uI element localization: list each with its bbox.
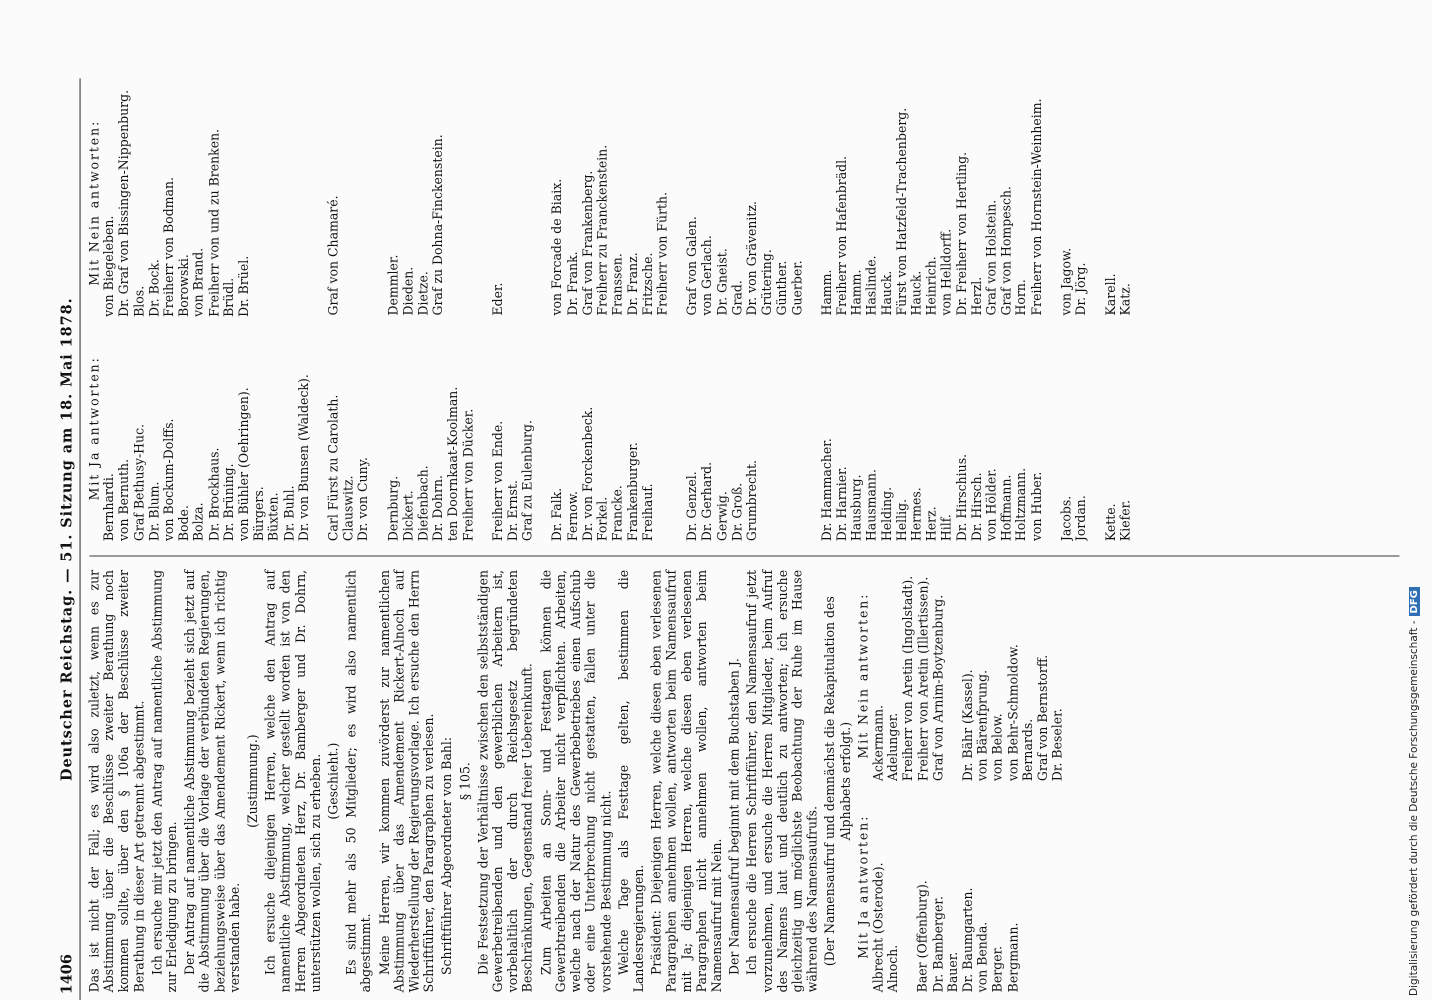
member-name: Kette. — [1104, 503, 1119, 542]
member-name: Hamm. — [849, 269, 865, 316]
member-name: Borowski. — [177, 254, 193, 317]
member-name: Katz. — [1119, 283, 1134, 316]
ja-list — [916, 781, 1021, 992]
letter-group — [551, 90, 671, 541]
vote-list-left — [856, 570, 1065, 992]
member-name: Jordan. — [1074, 495, 1090, 542]
member-name: Fürst von Hatzfeld-Trachenberg. — [894, 107, 910, 316]
member-name: Hilf. — [939, 514, 955, 542]
member-name: Büxten. — [267, 492, 282, 542]
member-name: Graf von Galen. — [685, 216, 701, 316]
member-name: Albrecht (Osterode). — [871, 862, 887, 993]
left-column — [87, 570, 1065, 992]
member-name: Graf von Bernstorff. — [1035, 654, 1051, 782]
member-name: Bergmann. — [1006, 922, 1021, 993]
ja-list — [327, 316, 372, 542]
speaker-line: Schriftführer Abgeordneter von Bahl: — [440, 736, 456, 976]
letter-group — [102, 90, 312, 541]
member-name: Dr. Blum. — [147, 481, 163, 542]
member-name: Graf von Hompesch. — [999, 185, 1015, 316]
member-name: Graf Bethusy-Huc. — [132, 423, 148, 542]
member-name: von Below. — [991, 713, 1006, 782]
member-name: von Bühler (Oehringen). — [237, 387, 252, 542]
member-name: Bürgers. — [252, 486, 267, 542]
interjection: (Der Namensaufruf und demnächst die Rekapitulation des Alphabets erfolgt.) — [823, 596, 854, 967]
member-name: Dr. Beseler. — [1050, 708, 1066, 782]
right-column — [87, 90, 1148, 541]
member-name: Günther. — [775, 260, 791, 316]
member-name: Freiherr von Aretin (Illertissen). — [916, 576, 932, 782]
paragraph: Der Antrag auf namentliche Abstimmung bezieht sich jetzt auf die Abstimmung über die Vorlage der verbündeten Regierungen, beziehungsweise über das Amendement Rickert, wenn ich richtig verstanden habe. — [183, 569, 243, 993]
member-name: Freiherr von Aretin (Ingolstadt). — [901, 575, 917, 782]
member-name: Diefenbach. — [416, 465, 432, 542]
nein-heading: Mit Nein antworten: — [87, 119, 103, 286]
member-name: Gerwig. — [715, 491, 731, 542]
member-name: Dr. Frank. — [565, 251, 581, 316]
paragraph: Ich ersuche mir jetzt den Antrag auf namentliche Abstimmung zur Erledigung zu bringen. — [150, 569, 181, 993]
member-name: Dr. Brockhaus. — [207, 447, 223, 542]
paragraph: Es sind mehr als 50 Mitglieder; es wird also namentlich abgestimmt. — [344, 569, 375, 993]
paragraph: Ich ersuche die Herren Schriftführer, den Namensaufruf jetzt vorzunehmen, und ersuche die Herren Mitglieder, beim Aufruf des Namens laut und deutlich zu antworten; ich ersuche gleichzeitig um möglichste Beobachtung der Ruhe im Hause während des Namensaufrufs. — [745, 569, 821, 993]
member-name: Clauswitz. — [341, 475, 357, 542]
member-name: Graf von Holstein. — [984, 199, 1000, 316]
member-name: Hauck. — [909, 270, 925, 316]
member-name: Haslinde. — [864, 255, 880, 316]
member-name: Graf zu Dohna-Finckenstein. — [431, 134, 447, 316]
paragraph: Die Festsetzung der Verhältnisse zwischen den selbstständigen Gewerbetreibenden und den gewerblichen Arbeitern ist, vorbehaltlich der durch Reichsgesetz begründeten Beschränkungen, Gegenstand freier Uebereinkunft. — [476, 569, 537, 993]
member-name: Freiherr von Bodman. — [162, 177, 178, 317]
member-name: Hermes. — [909, 487, 925, 542]
member-name: Grad. — [730, 280, 746, 316]
ja-list — [491, 316, 536, 542]
nein-list — [961, 570, 1066, 781]
member-name: Francke. — [610, 485, 626, 542]
column-rule — [89, 556, 1399, 557]
ja-heading: Mit Ja antworten: — [87, 356, 103, 501]
member-name: Dr. Baumgarten. — [961, 887, 976, 993]
member-name: Hellig. — [894, 498, 910, 542]
member-name: Bolza. — [192, 502, 208, 542]
member-name: Helding. — [879, 486, 895, 542]
member-name: von Bärenfprung. — [976, 669, 991, 782]
paragraph: Welche Tage als Festtage gelten, bestimmen die Landesregierungen. — [617, 569, 647, 993]
member-name: Dr. von Bunsen (Waldeck). — [297, 374, 312, 542]
paragraph: Das ist nicht der Fall; es wird also zuletzt, wenn es zur Abstimmung über die Beschlüsse zweiter Berathung noch kommen sollte, über den § 106a der Beschlüsse zweiter Berathung in dieser Art getrennt abgestimmt. — [87, 569, 148, 993]
ja-list — [1059, 316, 1089, 542]
president-speech: Präsident: Diejenigen Herren, welche diesen eben verlesenen Paragraphen annehmen wollen, antworten beim Namensaufruf mit Ja; diejenigen Herren, welche diesen eben verlesenen Paragraphen nicht annehmen wollen, antworten beim Namensaufruf mit Nein. — [649, 569, 725, 993]
member-name: Hauck. — [879, 270, 895, 316]
member-name: Dr. Gneist. — [715, 248, 731, 316]
member-name: Dr. Bamberger. — [931, 896, 946, 993]
member-name: von Hölder. — [984, 468, 1000, 542]
member-name: von Forcade de Biaix. — [550, 178, 566, 316]
member-name: Dr. Jörg. — [1074, 262, 1090, 316]
member-name: Karell. — [1104, 273, 1119, 316]
member-name: Freiherr von Hafenbrädl. — [834, 155, 850, 316]
paragraph: Ich ersuche diejenigen Herren, welche den Antrag auf namentliche Abstimmung, welcher gestellt worden ist von den Herren Abgeordneten Herz, Dr. Bamberger und Dr. Dohrn, unterstützen wollen, sich zu erheben. — [263, 569, 324, 993]
member-name: Dr. Brüel. — [237, 255, 252, 317]
member-name: Freiherr zu Franckenstein. — [595, 144, 611, 316]
running-title: Deutscher Reichstag. — 51. Sitzung am 18. Mai 1878. — [57, 297, 76, 781]
member-name: Dr. Graf von Bissingen-Nippenburg. — [117, 89, 133, 317]
letter-group — [1059, 90, 1089, 541]
member-name: von Gerlach. — [700, 235, 716, 316]
member-name: Dr. Groß. — [730, 482, 746, 542]
member-name: von Helldorff. — [939, 228, 955, 316]
member-name: Dr. von Cuny. — [356, 457, 372, 542]
interjection: (Geschieht.) — [326, 742, 342, 820]
letter-group — [685, 90, 805, 541]
vote-groups — [102, 90, 1148, 541]
member-name: Dr. Hirsch. — [969, 472, 985, 542]
member-name: Herz. — [924, 506, 940, 542]
member-name: Dr. Harnier. — [834, 466, 850, 542]
ja-list — [102, 317, 312, 541]
member-name: von Biegeleben. — [102, 215, 118, 317]
member-name: Hamm. — [820, 269, 835, 316]
paragraph: Meine Herren, wir kommen zuvörderst zur namentlichen Abstimmung über das Amendement Rickert-Alnoch auf Wiederherstellung der Regierungsvorlage. Ich ersuche den Herrn Schriftführer, den Paragraphen zu verlesen. — [377, 569, 438, 993]
member-name: Freiherr von und zu Brenken. — [207, 128, 223, 317]
member-name: Baer (Offenburg). — [916, 880, 931, 993]
member-name: Brüdl. — [222, 277, 237, 317]
member-name: Herzl. — [969, 276, 985, 316]
section-heading: § 105. — [458, 762, 474, 801]
member-name: von Bernuth. — [117, 458, 133, 542]
member-name: Dickert. — [401, 490, 417, 542]
ja-list — [551, 316, 671, 542]
vote-headings — [87, 90, 102, 541]
member-name: Freiherr von Ende. — [491, 420, 506, 542]
member-name: Dernburg. — [386, 475, 402, 542]
ja-list — [820, 316, 1045, 542]
member-name: Dr. Buhl. — [282, 485, 297, 542]
sidebar-text — [1408, 587, 1420, 996]
member-name: Hoffmann. — [999, 474, 1015, 542]
member-name: Franssen. — [610, 253, 626, 316]
letter-group — [327, 90, 372, 541]
member-name: ten Doornkaat-Koolman. — [446, 386, 462, 542]
member-name: von Huber. — [1029, 471, 1045, 542]
ja-list — [387, 316, 477, 542]
member-name: Dr. von Grävenitz. — [745, 201, 761, 316]
letter-group — [820, 90, 1045, 541]
nein-list — [820, 90, 1045, 316]
member-name: Graf von Arnim-Boytzenburg. — [931, 594, 947, 782]
member-name: Bode. — [177, 505, 193, 542]
letter-group — [1104, 90, 1134, 541]
member-name: Graf von Chamaré. — [326, 195, 342, 316]
member-name: Grumbrecht. — [745, 459, 761, 542]
nein-list — [685, 90, 805, 316]
digitization-note — [1404, 0, 1432, 1000]
member-name: Ackermann. — [871, 704, 887, 782]
member-name: Graf zu Eulenburg. — [521, 420, 536, 542]
nein-list — [1059, 90, 1089, 316]
member-name: Freihauf. — [640, 483, 656, 542]
letter-group — [491, 90, 536, 541]
member-name: Dr. Bähr (Kassel). — [961, 669, 976, 782]
ja-list — [1104, 316, 1134, 542]
member-name: von Jagow. — [1059, 247, 1075, 316]
member-name: Freiherr von Fürth. — [655, 191, 671, 316]
interjection: (Zustimmung.) — [246, 734, 261, 828]
member-name: Graf von Frankenberg. — [580, 170, 596, 316]
ja-list — [685, 316, 805, 542]
nein-list — [551, 90, 671, 316]
nein-list — [327, 90, 372, 316]
member-name: Hausburg. — [849, 474, 865, 542]
member-name: Freiherr von Dücker. — [461, 408, 477, 542]
nein-heading: Mit Nein antworten: — [856, 592, 872, 759]
member-name: Dr. Brüning. — [222, 463, 237, 542]
member-name: Dr. Falk. — [550, 487, 566, 542]
member-name: von Behr-Schmoldow. — [1006, 644, 1021, 782]
member-name: Horn. — [1014, 279, 1030, 316]
member-name: Dieden. — [401, 266, 417, 316]
member-name: Hausmann. — [864, 469, 880, 542]
member-name: Kiefer. — [1119, 499, 1134, 542]
member-name: Dr. Bock. — [147, 259, 163, 317]
letter-group — [387, 90, 477, 541]
member-name: Bauer. — [946, 951, 961, 993]
paragraph: Zum Arbeiten an Sonn- und Festtagen können die Gewerbtreibenden die Arbeiter nicht verpflichten. Arbeiten, welche nach der Natur des Gewerbebetriebes einen Aufschub oder eine Unterbrechung nicht gestatten, fallen unter die vorstehende Bestimmung nicht. — [539, 569, 614, 993]
member-name: Blos. — [132, 285, 148, 317]
page-number: 1406 — [57, 954, 76, 995]
nein-list — [1104, 90, 1134, 316]
member-name: Bernhardi. — [102, 473, 118, 542]
member-name: Dr. Franz. — [625, 252, 641, 316]
ja-heading: Mit Ja antworten: — [856, 814, 872, 959]
member-name: Holtzmann. — [1014, 467, 1030, 542]
paragraph: Der Namensaufruf beginnt mit dem Buchstaben J. — [727, 658, 743, 976]
member-name: Dr. Genzel. — [685, 471, 701, 542]
member-name: Carl Fürst zu Carolath. — [326, 394, 342, 542]
member-name: Fernow. — [565, 491, 581, 542]
member-name: Dr. Freiherr von Hertling. — [954, 151, 970, 316]
member-name: Berger. — [991, 945, 1006, 993]
reichstag-protocol-page — [50, 78, 1409, 1000]
page-header — [58, 78, 81, 1000]
member-name: Adelunger. — [886, 712, 902, 782]
member-name: Jacobs. — [1059, 495, 1075, 542]
member-name: Guerber. — [790, 260, 806, 316]
member-name: Dr. Hirschius. — [954, 453, 970, 542]
member-name: Grütering. — [760, 249, 776, 316]
member-name: Dr. von Forckenbeck. — [580, 406, 596, 542]
member-name: Forkel. — [595, 496, 611, 542]
member-name: Dr. Hammacher. — [820, 438, 835, 542]
ja-list — [871, 781, 901, 992]
nein-list — [387, 90, 477, 316]
member-name: Fritzsche. — [640, 252, 656, 316]
member-name: Frankenburger. — [625, 442, 641, 542]
member-name: Demmler. — [386, 254, 402, 316]
member-name: Alnoch. — [886, 944, 902, 993]
member-name: Bernards. — [1020, 718, 1036, 782]
member-name: Dr. Ernst. — [506, 480, 521, 542]
nein-list — [491, 90, 536, 316]
member-name: von Benda. — [976, 921, 991, 993]
nein-list — [102, 90, 312, 317]
dfg-logo: DFG — [1409, 587, 1420, 616]
funding-note: Digitalisierung gefördert durch die Deutsche Forschungsgemeinschaft - — [1408, 620, 1420, 996]
member-name: von Brand. — [192, 247, 208, 317]
member-name: Eder. — [491, 282, 506, 316]
member-name: Dr. Gerhard. — [700, 461, 716, 542]
nein-list — [871, 570, 946, 781]
member-name: von Bockum-Dolffs. — [162, 418, 178, 542]
member-name: Heinrich. — [924, 256, 940, 316]
member-name: Dr. Dohrn. — [431, 475, 447, 542]
member-name: Dietze. — [416, 271, 432, 316]
member-name: Freiherr von Hornstein-Weinheim. — [1029, 98, 1045, 316]
